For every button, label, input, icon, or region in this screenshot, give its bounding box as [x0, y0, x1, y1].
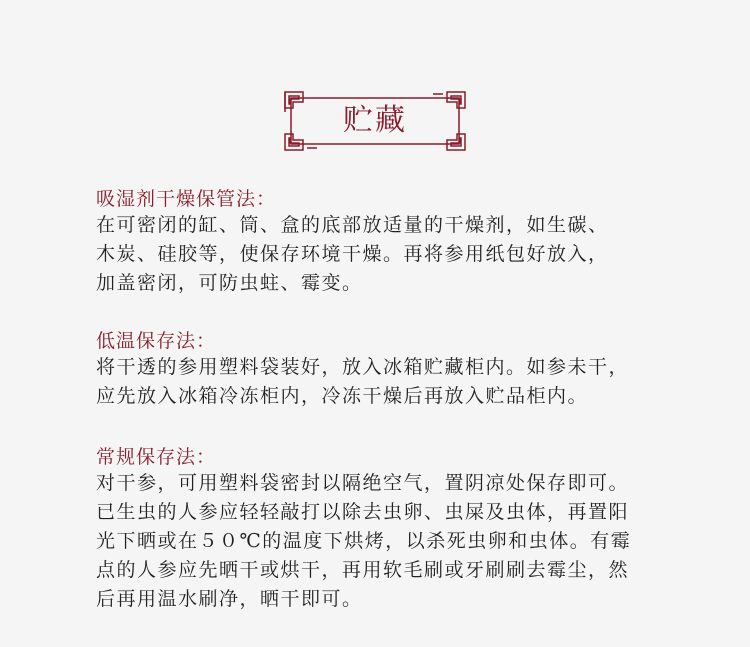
body-line: 木炭、硅胶等，使保存环境干燥。再将参用纸包好放入， [96, 243, 609, 265]
title-frame [283, 90, 467, 152]
section-heading: 常规保存法： [96, 446, 217, 468]
body-line: 应先放入冰箱冷冻柜内，冷冻干燥后再放入贮品柜内。 [96, 385, 589, 407]
body-line: 加盖密闭，可防虫蛀、霉变。 [96, 272, 363, 294]
section-desiccant [96, 188, 726, 298]
body-line: 在可密闭的缸、筒、盒的底部放适量的干燥剂，如生碳、 [96, 214, 609, 236]
section-regular [96, 446, 726, 614]
section-heading: 低温保存法： [96, 330, 217, 352]
section-body [96, 353, 726, 411]
body-line: 对干参，可用塑料袋密封以隔绝空气，置阴凉处保存即可。 [96, 472, 630, 494]
section-body [96, 211, 726, 298]
section-body [96, 469, 726, 614]
body-line: 将干透的参用塑料袋装好，放入冰箱贮藏柜内。如参未干， [96, 356, 630, 378]
section-low-temp [96, 330, 726, 411]
page-title: 贮藏 [343, 103, 407, 138]
body-line: 后再用温水刷净，晒干即可。 [96, 588, 363, 610]
body-line: 点的人参应先晒干或烘干，再用软毛刷或牙刷刷去霉尘，然 [96, 559, 630, 581]
section-heading: 吸湿剂干燥保管法： [96, 188, 277, 210]
body-line: 已生虫的人参应轻轻敲打以除去虫卵、虫屎及虫体，再置阳 [96, 501, 630, 523]
body-line: 光下晒或在５０℃的温度下烘烤，以杀死虫卵和虫体。有霉 [96, 530, 632, 552]
